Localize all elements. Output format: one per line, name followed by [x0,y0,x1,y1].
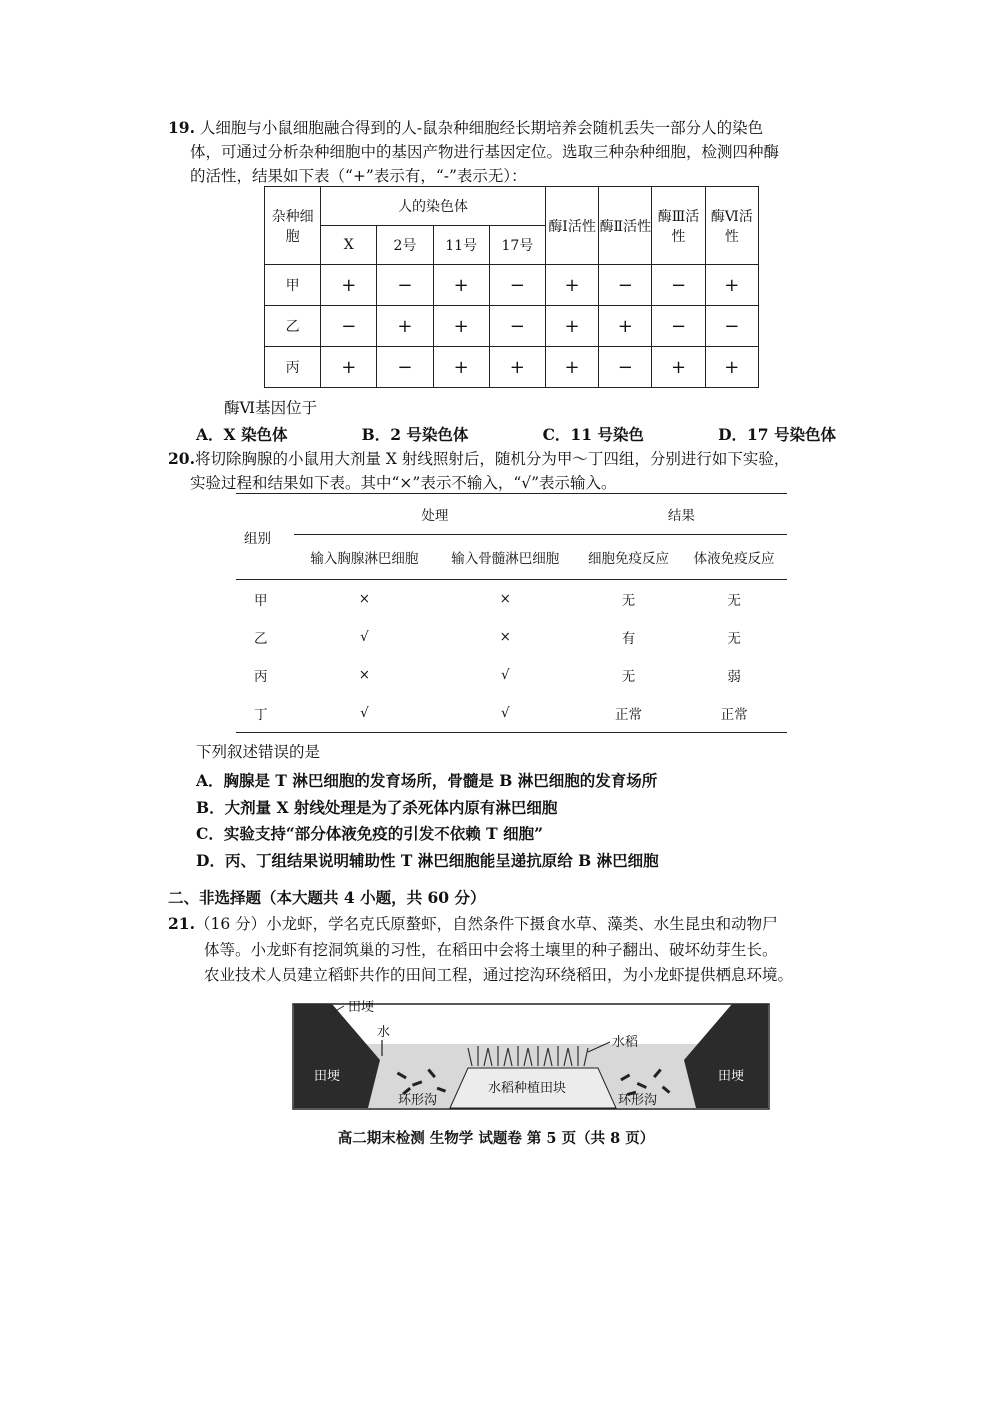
header-cell: 杂种细胞 [265,187,321,265]
table-row [236,618,787,656]
table-cell: + [652,347,705,388]
option-b[interactable]: B．2 号染色体 [361,425,469,444]
header-chr: 11号 [433,226,489,265]
stem-line: 人细胞与小鼠细胞融合得到的人-鼠杂种细胞经长期培养会随机丢失一部分人的染色 [199,119,764,137]
question-number: 21. [168,914,195,933]
table-cell: + [599,306,652,347]
label-water: 水 [377,1024,391,1039]
option-c[interactable]: C．11 号染色 [542,425,644,444]
table-cell: + [705,347,758,388]
table-cell: − [377,265,433,306]
row-name: 甲 [265,265,321,306]
stem-line: 的活性，结果如下表（“+”表示有，“-”表示无）： [190,167,527,185]
table-cell: √ [360,629,369,645]
table-cell: + [433,265,489,306]
question-20-options [196,768,659,874]
header-enzyme: 酶Ⅰ活性 [545,187,598,265]
table-cell: + [377,306,433,347]
header-chr: 2号 [377,226,433,265]
label-ditch-left: 环形沟 [398,1092,438,1107]
question-number: 20. [168,449,195,468]
table-cell: − [489,306,545,347]
table-row [236,656,787,694]
table-cell: + [489,347,545,388]
table-cell: 正常 [681,694,787,733]
option-d[interactable]: D．17 号染色体 [718,425,836,444]
rice-crayfish-diagram [292,996,770,1111]
table-cell: + [433,306,489,347]
table-cell: − [705,306,758,347]
table-cell: × [358,667,371,683]
label-ridge-top: 田埂 [348,999,375,1014]
question-21-stem [168,911,868,989]
label-field: 水稻种植田块 [488,1080,567,1095]
header-chromosome: 人的染色体 [321,187,546,226]
table-cell: × [499,629,511,645]
label-ridge-right: 田埂 [718,1068,745,1083]
table-cell: − [377,347,433,388]
table-cell: + [321,265,377,306]
table-cell: + [705,265,758,306]
table-cell: 无 [727,631,741,647]
table-cell: + [545,347,598,388]
immune-experiment-table [236,493,787,733]
table-cell: − [321,306,377,347]
table-cell: √ [294,694,435,733]
option-d[interactable]: D．丙、丁组结果说明辅助性 T 淋巴细胞能呈递抗原给 B 淋巴细胞 [196,850,659,870]
stem-line: 实验过程和结果如下表。其中“×”表示不输入，“√”表示输入。 [190,474,617,492]
header-chr: X [321,226,377,265]
header-group: 组别 [236,494,294,580]
option-a[interactable]: A．胸腺是 T 淋巴细胞的发育场所，骨髓是 B 淋巴细胞的发育场所 [196,771,658,790]
stem-line: 农业技术人员建立稻虾共作的田间工程，通过挖沟环绕稻田，为小龙虾提供栖息环境。 [204,966,794,984]
table-row [236,694,787,733]
row-name: 丙 [254,669,268,685]
table-cell: 无 [621,593,636,609]
header-enzyme: 酶Ⅵ活性 [705,187,758,265]
table-cell: 无 [727,593,741,609]
header-result: 结果 [576,494,787,535]
stem-line: 体等。小龙虾有挖洞筑巢的习性，在稻田中会将土壤里的种子翻出、破坏幼芽生长。 [204,940,778,959]
table-row [265,265,759,306]
question-19-stem [168,116,868,188]
question-19-prompt: 酶Ⅵ基因位于 [224,399,318,417]
stem-line: 将切除胸腺的小鼠用大剂量 X 射线照射后，随机分为甲～丁四组，分别进行如下实验， [194,450,790,468]
header-enzyme: 酶Ⅱ活性 [599,187,652,265]
table-cell: − [599,265,652,306]
table-cell: 有 [621,631,636,647]
table-cell: + [321,347,377,388]
table-cell: − [489,265,545,306]
table-cell: − [599,347,652,388]
page-footer: 高二期末检测 生物学 试题卷 第 5 页（共 8 页） [337,1130,655,1147]
row-name: 乙 [265,306,321,347]
table-cell: − [652,306,705,347]
table-cell: + [545,265,598,306]
table-cell: + [545,306,598,347]
question-19-options [196,423,836,445]
table-cell: + [433,347,489,388]
table-cell: 弱 [727,669,741,685]
row-name: 丁 [236,694,294,733]
table-cell: √ [500,667,510,683]
stem-line: 体，可通过分析杂种细胞中的基因产物进行基因定位。选取三种杂种细胞，检测四种酶 [190,143,780,161]
option-c[interactable]: C．实验支持“部分体液免疫的引发不依赖 T 细胞” [196,824,543,843]
question-20-stem [168,447,868,495]
stem-line: （16 分）小龙虾，学名克氏原螯虾，自然条件下摄食水草、藻类、水生昆虫和动物尸 [194,915,778,933]
header-chr: 17号 [489,226,545,265]
table-cell: × [499,591,511,607]
table-cell: √ [435,694,576,733]
table-cell: − [652,265,705,306]
option-b[interactable]: B．大剂量 X 射线处理是为了杀死体内原有淋巴细胞 [196,797,558,817]
header-treatment: 处理 [294,494,576,535]
header-sub: 输入胸腺淋巴细胞 [294,535,435,580]
table-cell: × [358,591,371,607]
table-row [236,580,787,619]
table-row [265,306,759,347]
section-heading: 二、非选择题（本大题共 4 小题，共 60 分） [168,888,486,907]
row-name: 乙 [254,631,268,647]
header-sub: 输入骨髓淋巴细胞 [435,535,576,580]
header-sub: 体液免疫反应 [681,535,787,580]
row-name: 丙 [265,347,321,388]
label-rice: 水稻 [612,1034,639,1049]
table-cell: 正常 [576,694,682,733]
option-a[interactable]: A．X 染色体 [196,425,288,444]
table-cell: 无 [621,669,636,685]
question-number: 19. [168,118,195,137]
label-ditch-right: 环形沟 [618,1092,658,1107]
label-ridge-left: 田埂 [314,1068,341,1083]
hybrid-cell-table [264,186,759,388]
table-row [265,347,759,388]
header-enzyme: 酶Ⅲ活性 [652,187,705,265]
header-sub: 细胞免疫反应 [576,535,682,580]
question-20-prompt: 下列叙述错误的是 [196,743,321,761]
row-name: 甲 [254,593,268,609]
